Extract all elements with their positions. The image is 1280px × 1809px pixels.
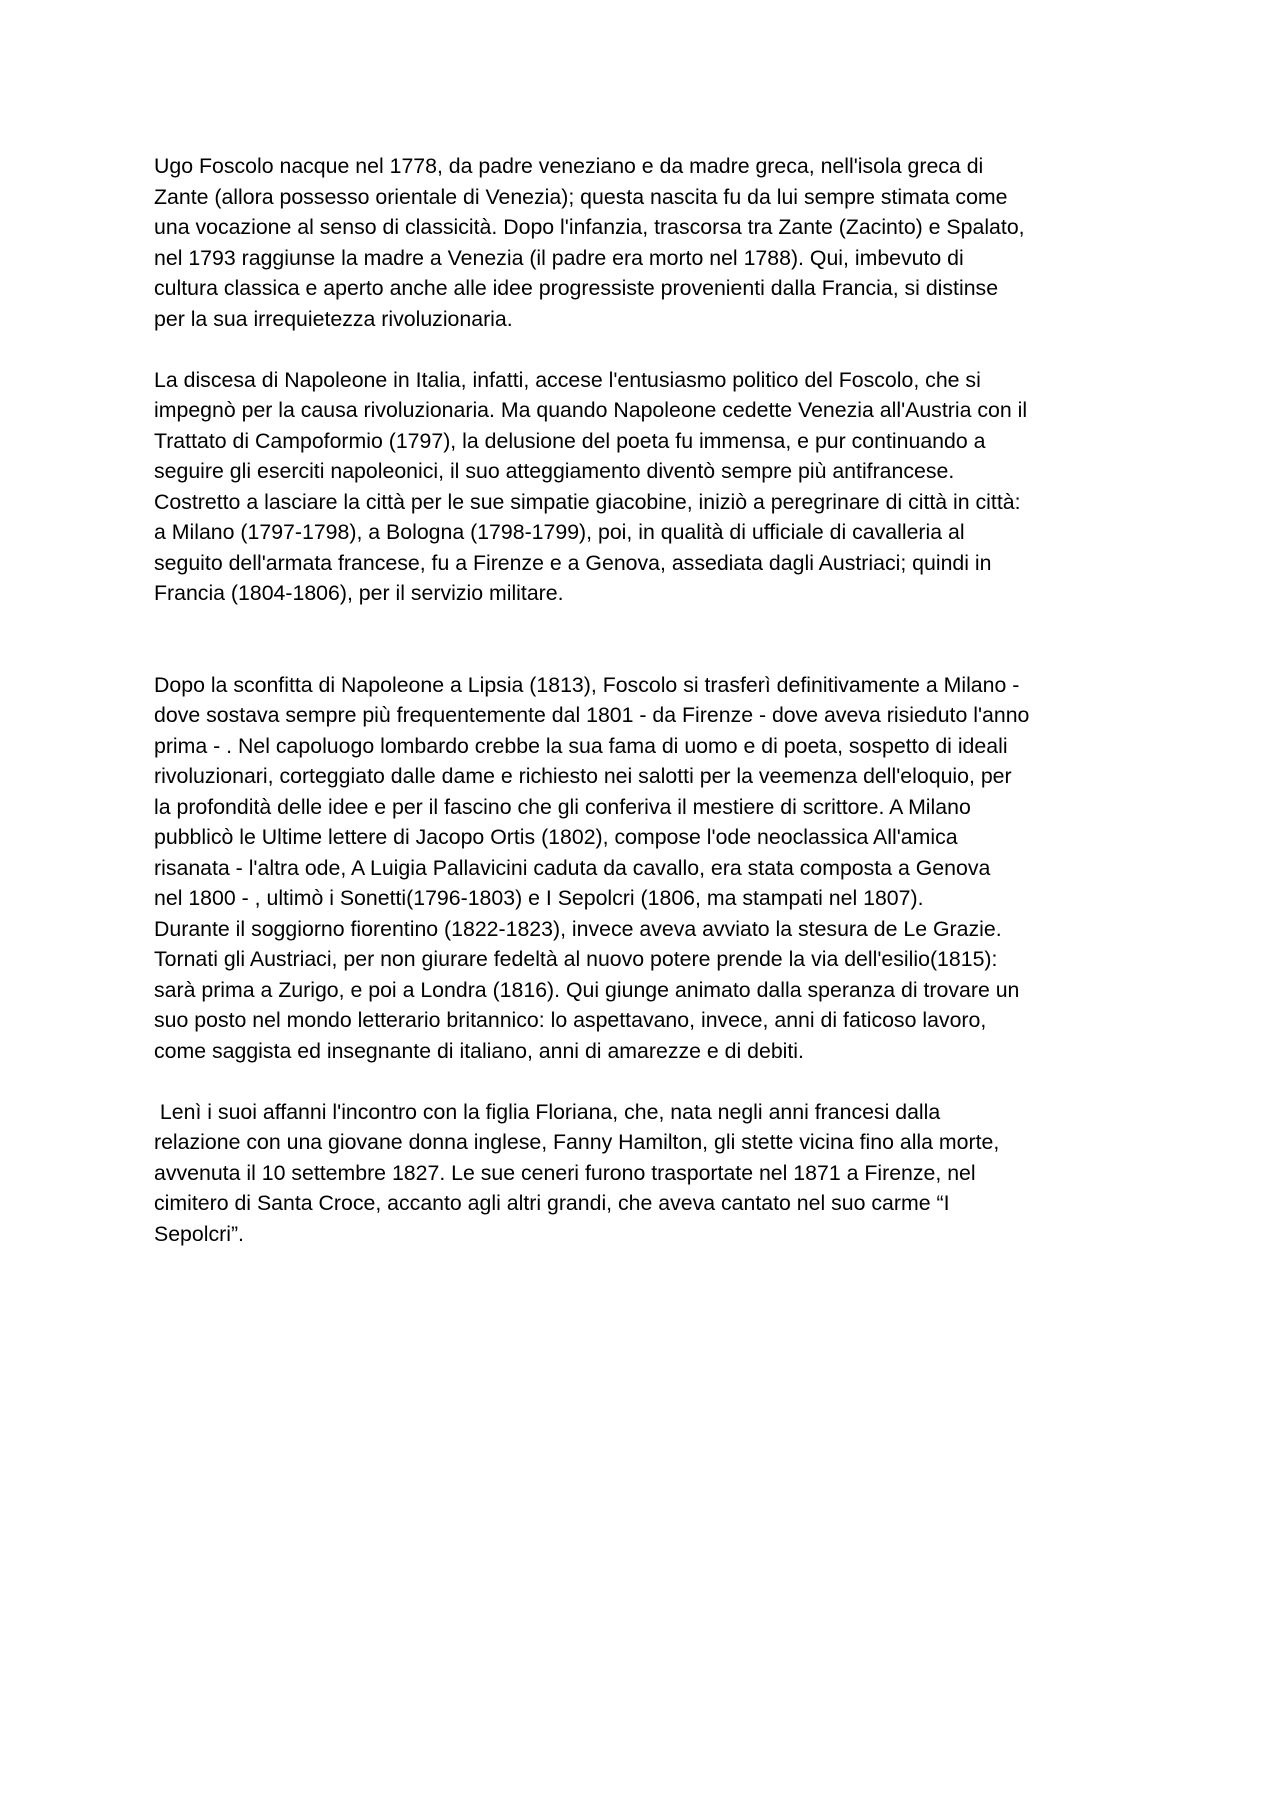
text-line: Lenì i suoi affanni l'incontro con la figlia Floriana, che, nata negli anni francesi dalla bbox=[154, 1099, 941, 1124]
text-line: suo posto nel mondo letterario britannico: lo aspettavano, invece, anni di faticoso lavoro, bbox=[154, 1008, 987, 1032]
text-line: Trattato di Campoformio (1797), la delusione del poeta fu immensa, e pur continuando a bbox=[154, 428, 986, 453]
text-line: Tornati gli Austriaci, per non giurare fedeltà al nuovo potere prende la via dell'esilio(1815): bbox=[154, 947, 998, 971]
text-line: Zante (allora possesso orientale di Venezia); questa nascita fu da lui sempre stimata come bbox=[154, 184, 1008, 209]
text-line: come saggista ed insegnante di italiano, anni di amarezze e di debiti. bbox=[154, 1038, 804, 1063]
paragraph-spacer bbox=[154, 334, 1134, 365]
text-line: per la sua irrequietezza rivoluzionaria. bbox=[154, 306, 513, 331]
text-line: impegnò per la causa rivoluzionaria. Ma quando Napoleone cedette Venezia all'Austria con il bbox=[154, 398, 1028, 422]
paragraph-milan-and-exile bbox=[154, 670, 1134, 1067]
text-line: la profondità delle idee e per il fascino che gli conferiva il mestiere di scrittore. A Milano bbox=[154, 794, 971, 819]
document-body bbox=[154, 151, 1134, 1249]
text-line: Sepolcri”. bbox=[154, 1221, 244, 1246]
text-line: Costretto a lasciare la città per le sue simpatie giacobine, iniziò a peregrinare di città in città: bbox=[154, 489, 1021, 514]
text-line: cimitero di Santa Croce, accanto agli altri grandi, che aveva cantato nel suo carme “I bbox=[154, 1191, 950, 1215]
text-line: una vocazione al senso di classicità. Dopo l'infanzia, trascorsa tra Zante (Zacinto) e Spalato, bbox=[154, 215, 1025, 239]
text-line: prima - . Nel capoluogo lombardo crebbe la sua fama di uomo e di poeta, sospetto di ideali bbox=[154, 733, 1008, 758]
text-line: a Milano (1797-1798), a Bologna (1798-1799), poi, in qualità di ufficiale di cavalleria al bbox=[154, 520, 965, 544]
paragraph-spacer bbox=[154, 609, 1134, 670]
paragraph-final-years bbox=[154, 1097, 1134, 1250]
paragraph-napoleon-period bbox=[154, 365, 1134, 609]
text-line: nel 1793 raggiunse la madre a Venezia (il padre era morto nel 1788). Qui, imbevuto di bbox=[154, 245, 964, 270]
text-line: pubblicò le Ultime lettere di Jacopo Ortis (1802), compose l'ode neoclassica All'amica bbox=[154, 825, 958, 849]
text-line: Durante il soggiorno fiorentino (1822-1823), invece aveva avviato la stesura de Le Grazie. bbox=[154, 916, 1002, 941]
paragraph-spacer bbox=[154, 1066, 1134, 1097]
text-line: sarà prima a Zurigo, e poi a Londra (1816). Qui giunge animato dalla speranza di trovare un bbox=[154, 977, 1020, 1002]
text-line: nel 1800 - , ultimò i Sonetti(1796-1803) e I Sepolcri (1806, ma stampati nel 1807). bbox=[154, 886, 924, 910]
text-line: Francia (1804-1806), per il servizio militare. bbox=[154, 581, 564, 605]
text-line: dove sostava sempre più frequentemente dal 1801 - da Firenze - dove aveva risieduto l'anno bbox=[154, 703, 1030, 727]
text-line: rivoluzionari, corteggiato dalle dame e richiesto nei salotti per la veemenza dell'eloquio, per bbox=[154, 764, 1012, 788]
text-line: seguire gli eserciti napoleonici, il suo atteggiamento diventò sempre più antifrancese. bbox=[154, 459, 955, 483]
text-line: relazione con una giovane donna inglese, Fanny Hamilton, gli stette vicina fino alla morte, bbox=[154, 1130, 1000, 1154]
text-line: avvenuta il 10 settembre 1827. Le sue ceneri furono trasportate nel 1871 a Firenze, nel bbox=[154, 1160, 976, 1185]
text-line: La discesa di Napoleone in Italia, infatti, accese l'entusiasmo politico del Foscolo, che si bbox=[154, 367, 981, 392]
text-line: risanata - l'altra ode, A Luigia Pallavicini caduta da cavallo, era stata composta a Genova bbox=[154, 855, 991, 880]
text-line: Ugo Foscolo nacque nel 1778, da padre veneziano e da madre greca, nell'isola greca di bbox=[154, 154, 984, 178]
text-line: cultura classica e aperto anche alle idee progressiste provenienti dalla Francia, si distinse bbox=[154, 276, 999, 300]
text-line: Dopo la sconfitta di Napoleone a Lipsia (1813), Foscolo si trasferì definitivamente a Milano - bbox=[154, 672, 1020, 697]
paragraph-birth-and-youth bbox=[154, 151, 1134, 334]
text-line: seguito dell'armata francese, fu a Firenze e a Genova, assediata dagli Austriaci; quindi in bbox=[154, 550, 992, 575]
